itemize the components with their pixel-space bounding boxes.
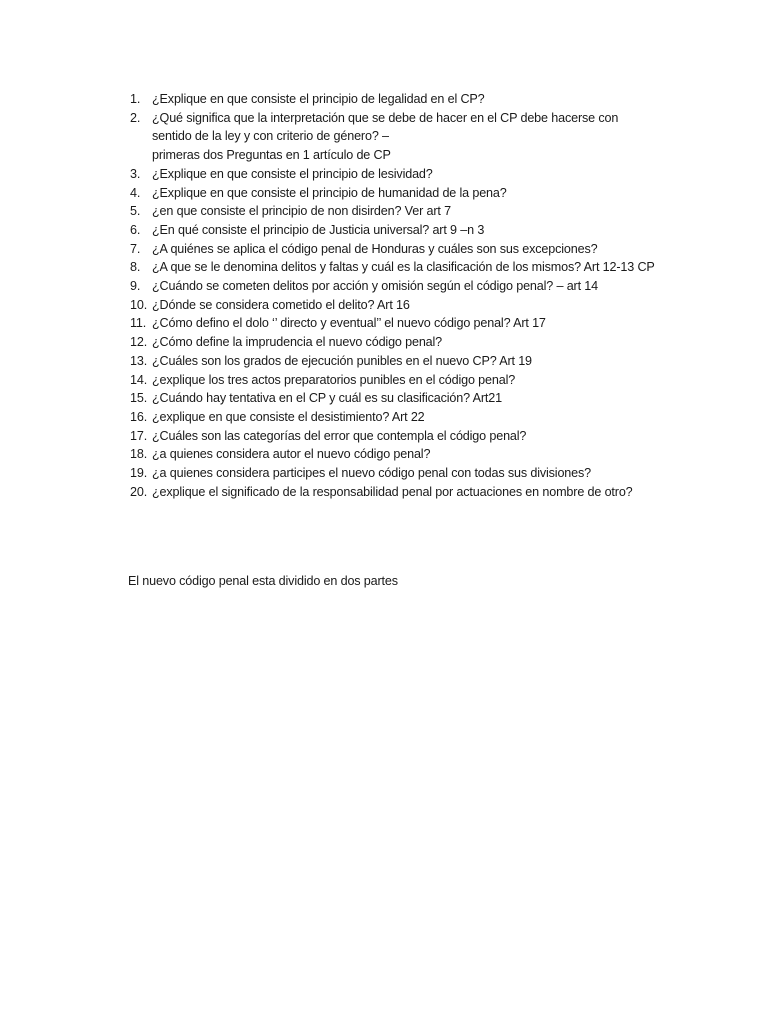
question-text: ¿A quiénes se aplica el código penal de Honduras y cuáles son sus excepciones? (152, 241, 598, 256)
question-text: ¿En qué consiste el principio de Justicia universal? art 9 –n 3 (152, 222, 485, 237)
question-number: 14. (130, 372, 148, 387)
question-item-9 (116, 277, 716, 296)
question-number: 10. (130, 297, 148, 312)
question-item-18 (116, 445, 716, 464)
question-text: ¿Qué significa que la interpretación que se debe de hacer en el CP debe hacerse con sentido de la ley y con criterio de género? – primeras dos Preguntas en 1 artículo de CP (152, 110, 619, 163)
question-number: 5. (130, 204, 141, 219)
question-text: ¿explique el significado de la responsabilidad penal por actuaciones en nombre de otro? (152, 484, 633, 499)
question-number: 16. (130, 409, 148, 424)
question-number: 11. (130, 316, 147, 331)
question-item-11 (116, 314, 716, 333)
question-text: ¿Cuáles son los grados de ejecución punibles en el nuevo CP? Art 19 (152, 353, 532, 368)
question-number: 2. (130, 110, 141, 125)
question-text: ¿Dónde se considera cometido el delito? Art 16 (152, 297, 410, 312)
question-item-6 (116, 221, 716, 240)
question-text: ¿Explique en que consiste el principio de lesividad? (152, 166, 433, 181)
closing-paragraph: El nuevo código penal esta dividido en dos partes (128, 574, 398, 588)
question-number: 13. (130, 353, 148, 368)
question-number: 6. (130, 222, 141, 237)
question-text: ¿en que consiste el principio de non disirden? Ver art 7 (152, 204, 451, 219)
question-item-19 (116, 464, 716, 483)
question-text: ¿a quienes considera autor el nuevo código penal? (152, 447, 431, 462)
question-item-12 (116, 333, 716, 352)
question-item-10 (116, 296, 716, 315)
question-text: ¿Cuándo se cometen delitos por acción y omisión según el código penal? – art 14 (152, 279, 599, 294)
question-text: ¿a quienes considera participes el nuevo código penal con todas sus divisiones? (152, 466, 592, 481)
question-text: ¿Explique en que consiste el principio de legalidad en el CP? (152, 92, 485, 106)
question-number: 18. (130, 447, 148, 462)
question-item-7 (116, 240, 716, 259)
question-item-3 (116, 165, 716, 184)
question-number: 19. (130, 466, 148, 481)
question-number: 20. (130, 484, 148, 499)
question-text: ¿explique en que consiste el desistimiento? Art 22 (152, 409, 425, 424)
question-item-4 (116, 184, 716, 203)
question-number: 3. (130, 166, 141, 181)
question-number: 15. (130, 391, 148, 406)
question-text: ¿Cómo defino el dolo ‘’ directo y eventual’’ el nuevo código penal? Art 17 (152, 316, 546, 331)
question-text: ¿A que se le denomina delitos y faltas y cuál es la clasificación de los mismos? Art 12-13 CP (152, 260, 655, 275)
question-item-17 (116, 427, 716, 446)
question-item-14 (116, 371, 716, 390)
question-item-16 (116, 408, 716, 427)
question-text: ¿Explique en que consiste el principio de humanidad de la pena? (152, 185, 507, 200)
question-item-13 (116, 352, 716, 371)
question-item-15 (116, 389, 716, 408)
question-number: 9. (130, 279, 141, 294)
question-number: 7. (130, 241, 141, 256)
question-text: ¿explique los tres actos preparatorios punibles en el código penal? (152, 372, 516, 387)
question-text: ¿Cómo define la imprudencia el nuevo código penal? (152, 335, 443, 350)
question-item-20 (116, 483, 716, 502)
question-item-2 (116, 109, 716, 165)
question-number: 1. (130, 92, 141, 106)
question-list (116, 90, 716, 501)
question-item-5 (116, 202, 716, 221)
question-number: 8. (130, 260, 141, 275)
question-number: 17. (130, 428, 148, 443)
question-number: 4. (130, 185, 141, 200)
question-number: 12. (130, 335, 148, 350)
question-text: ¿Cuándo hay tentativa en el CP y cuál es su clasificación? Art21 (152, 391, 502, 406)
question-item-1 (116, 90, 716, 109)
question-item-8 (116, 258, 716, 277)
question-text: ¿Cuáles son las categorías del error que contempla el código penal? (152, 428, 527, 443)
